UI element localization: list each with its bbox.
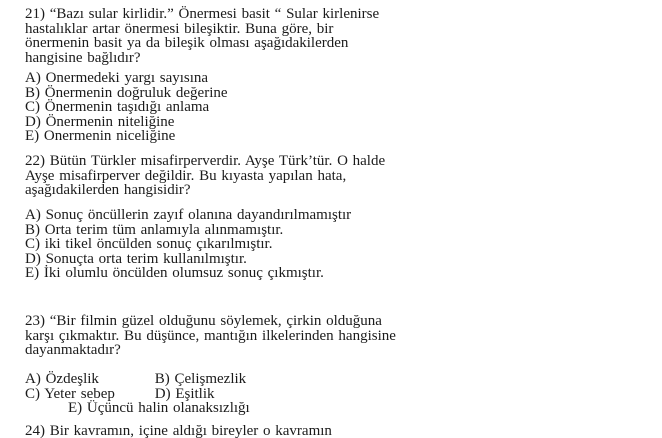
question-21-option-c: C) Önermenin taşıdığı anlama [25,99,210,116]
question-22-option-a: A) Sonuç öncüllerin zayıf olanına dayandırılmamıştır [25,207,352,223]
question-24-stem [25,424,495,438]
question-21-stem [25,7,495,65]
question-23-option-e: E) Üçüncü halin olanaksızlığı [68,400,250,417]
question-22-options [25,208,495,281]
question-23-option-c: C) Yeter sebep [25,385,115,402]
question-23-option-d: D) Eşitlik [154,385,215,402]
question-23-option-b: B) Çelişmezlik [154,371,247,387]
question-21-line-4: hangisine bağlıdır? [25,49,141,66]
question-21-line-1: 21) “Bazı sular kirlidir.” Önermesi basit “ Sular kirlenirse [25,6,380,22]
question-22-line-1: 22) Bütün Türkler misafirperverdir. Ayşe Türk’tür. O halde [25,153,386,169]
question-23-option-a: A) Özdeşlik [25,371,99,387]
question-23-line-1: 23) “Bir filmin güzel olduğunu söylemek, çirkin olduğuna [25,313,382,329]
question-23-options-row-1 [25,372,495,387]
question-21-options [25,71,495,144]
question-21-line-3: önermenin basit ya da bileşik olması aşağıdakilerden [25,35,349,52]
question-23-line-2: karşı çıkmaktır. Bu düşünce, mantığın ilkelerinden hangisine [25,327,396,344]
question-21-line-2: hastalıklar artar önermesi bileşiktir. Buna göre, bir [25,20,334,37]
question-22-line-2: Ayşe misafirperver değildir. Bu kıyasta yapılan hata, [25,167,347,184]
question-21-option-e: E) Onermenin niceliğine [25,128,176,145]
question-22-stem [25,154,495,198]
question-21-option-d: D) Önermenin niteliğine [25,113,175,130]
question-22-option-e: E) İki olumlu öncülden olumsuz sonuç çıkmıştır. [25,265,324,282]
question-22-option-d: D) Sonuçta orta terim kullanılmıştır. [25,250,247,267]
question-23-stem [25,314,495,358]
question-22-option-b: B) Orta terim tüm anlamıyla alınmamıştır. [25,221,284,238]
question-24-line-1: 24) Bir kavramın, içine aldığı bireyler o kavramın [25,423,332,438]
question-23-options-row-2 [25,387,495,402]
question-21-option-b: B) Önermenin doğruluk değerine [25,84,228,101]
question-22-option-c: C) iki tikel öncülden sonuç çıkarılmıştır. [25,236,273,253]
question-23-options [25,372,495,416]
question-22-line-3: aşağıdakilerden hangisidir? [25,182,191,199]
question-23-line-3: dayanmaktadır? [25,342,121,359]
question-21-option-a: A) Onermedeki yargı sayısına [25,70,209,86]
